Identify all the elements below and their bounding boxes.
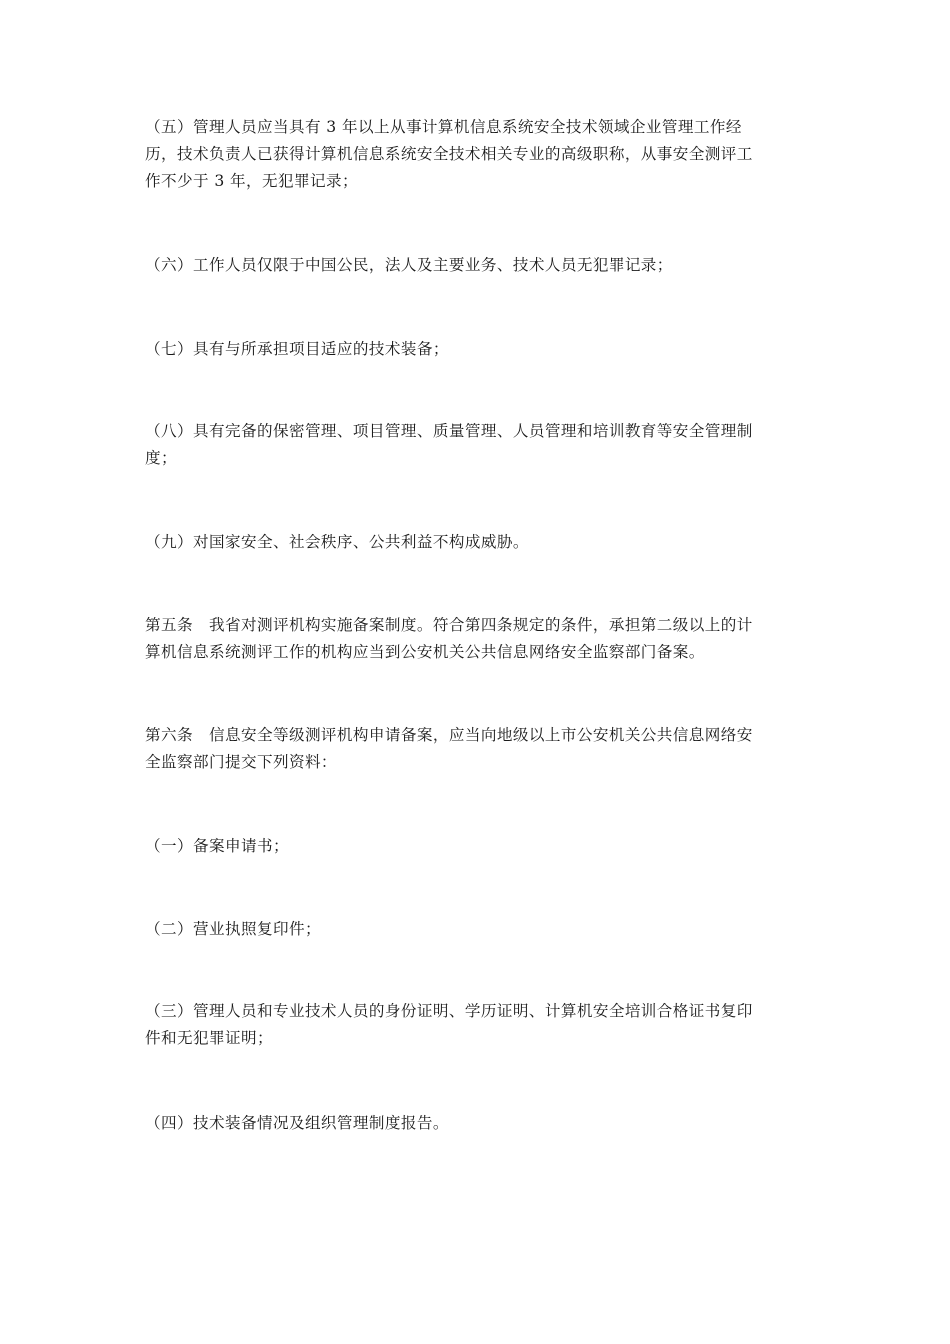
paragraph-item-6: [145, 252, 813, 279]
text-line: （一）备案申请书；: [145, 837, 289, 855]
text-line: 全监察部门提交下列资料：: [145, 753, 337, 771]
paragraph-item-5: [145, 114, 813, 195]
paragraph-item-8: [145, 418, 813, 472]
text-line: 算机信息系统测评工作的机构应当到公安机关公共信息网络安全监察部门备案。: [145, 643, 705, 661]
text-line: （七）具有与所承担项目适应的技术装备；: [145, 340, 449, 358]
text-line: （二）营业执照复印件；: [145, 920, 321, 938]
text-line: （八）具有完备的保密管理、项目管理、质量管理、人员管理和培训教育等安全管理制: [145, 422, 753, 440]
paragraph-material-3: [145, 998, 813, 1052]
text-line: 第六条 信息安全等级测评机构申请备案，应当向地级以上市公安机关公共信息网络安: [145, 726, 753, 744]
text-line: 历，技术负责人已获得计算机信息系统安全技术相关专业的高级职称，从事安全测评工: [145, 145, 753, 163]
text-line: （六）工作人员仅限于中国公民，法人及主要业务、技术人员无犯罪记录；: [145, 256, 673, 274]
text-line: （九）对国家安全、社会秩序、公共利益不构成威胁。: [145, 533, 529, 551]
text-line: 作不少于 3 年，无犯罪记录；: [145, 172, 358, 190]
text-line: （三）管理人员和专业技术人员的身份证明、学历证明、计算机安全培训合格证书复印: [145, 1002, 753, 1020]
text-line: 件和无犯罪证明；: [145, 1029, 273, 1047]
text-line: （五）管理人员应当具有 3 年以上从事计算机信息系统安全技术领域企业管理工作经: [145, 118, 742, 136]
paragraph-material-4: [145, 1110, 813, 1137]
paragraph-material-2: [145, 916, 813, 943]
paragraph-material-1: [145, 833, 813, 860]
paragraph-item-7: [145, 336, 813, 363]
text-line: 度；: [145, 449, 177, 467]
paragraph-item-9: [145, 529, 813, 556]
text-line: 第五条 我省对测评机构实施备案制度。符合第四条规定的条件，承担第二级以上的计: [145, 616, 753, 634]
text-line: （四）技术装备情况及组织管理制度报告。: [145, 1114, 449, 1132]
paragraph-article-6: [145, 722, 813, 776]
paragraph-article-5: [145, 612, 813, 666]
